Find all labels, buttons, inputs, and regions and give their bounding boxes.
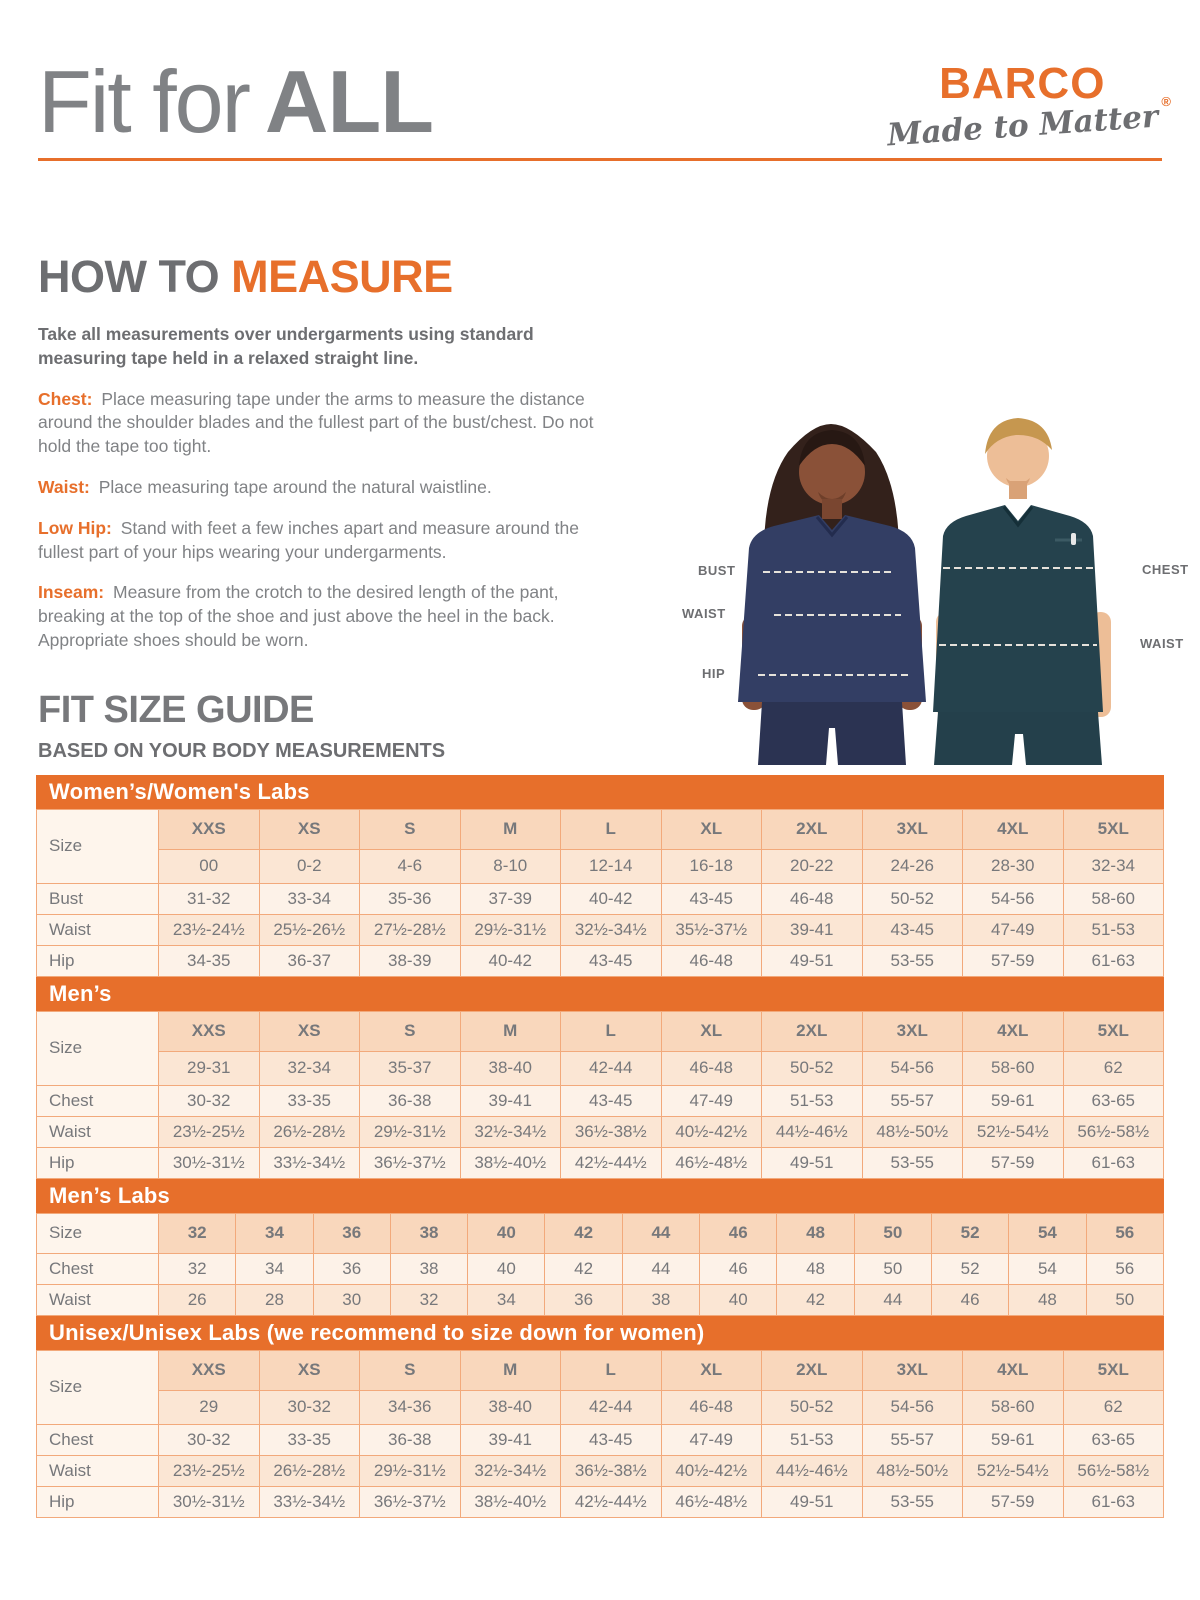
measurement-value-cell: 33-35: [259, 1085, 360, 1116]
size-header-cell: XS: [259, 809, 360, 849]
measurement-value-cell: 42½-44½: [561, 1147, 662, 1178]
table-section-banner: Men’s Labs: [36, 1179, 1164, 1213]
measurement-value-cell: 63-65: [1063, 1085, 1164, 1116]
registered-mark: ®: [1161, 94, 1172, 109]
measurement-value-cell: 26½-28½: [259, 1455, 360, 1486]
size-header-cell: 5XL: [1063, 809, 1164, 849]
measure-item: [38, 388, 628, 459]
measurement-row-label: Waist: [37, 1455, 159, 1486]
measure-item: [38, 517, 628, 565]
measurement-value-cell: 23½-25½: [159, 1455, 260, 1486]
size-header-cell: 32: [159, 1213, 236, 1253]
measurement-value-cell: 43-45: [561, 945, 662, 976]
size-number-cell: 50-52: [762, 1390, 863, 1424]
measurement-row-label: Hip: [37, 1486, 159, 1517]
measurement-value-cell: 40½-42½: [661, 1116, 762, 1147]
size-header-cell: 3XL: [862, 1350, 963, 1390]
measurement-row: [37, 1085, 1164, 1116]
measurement-row-label: Hip: [37, 945, 159, 976]
measure-intro: Take all measurements over undergarments using standard measuring tape held in a relaxed straight line.: [38, 324, 534, 368]
measurement-value-cell: 40-42: [460, 945, 561, 976]
measurement-value-cell: 39-41: [762, 914, 863, 945]
measurement-value-cell: 40-42: [561, 883, 662, 914]
measure-item-label: Inseam:: [38, 582, 105, 603]
measurement-value-cell: 36½-38½: [561, 1455, 662, 1486]
measurement-value-cell: 29½-31½: [360, 1455, 461, 1486]
measurement-value-cell: 52½-54½: [963, 1455, 1064, 1486]
size-header-cell: 50: [854, 1213, 931, 1253]
size-number-cell: 62: [1063, 1390, 1164, 1424]
measurement-value-cell: 28: [236, 1284, 313, 1315]
measurement-value-cell: 34: [236, 1253, 313, 1284]
size-header-cell: M: [460, 1350, 561, 1390]
brand-tagline: Made to Matter: [885, 98, 1159, 154]
measurement-row: [37, 1253, 1164, 1284]
measurement-value-cell: 32½-34½: [460, 1455, 561, 1486]
measurement-value-cell: 61-63: [1063, 1486, 1164, 1517]
measurement-row: [37, 1486, 1164, 1517]
size-number-cell: 50-52: [762, 1051, 863, 1085]
measurement-row: [37, 1284, 1164, 1315]
measurement-value-cell: 38-39: [360, 945, 461, 976]
size-header-cell: L: [561, 809, 662, 849]
measurement-value-cell: 38½-40½: [460, 1147, 561, 1178]
measurement-value-cell: 38: [622, 1284, 699, 1315]
size-header-row: [37, 1011, 1164, 1051]
size-header-cell: S: [360, 1350, 461, 1390]
measurement-value-cell: 30-32: [159, 1085, 260, 1116]
measurement-value-cell: 27½-28½: [360, 914, 461, 945]
measurement-value-cell: 42½-44½: [561, 1486, 662, 1517]
size-header-cell: 42: [545, 1213, 622, 1253]
size-table: [36, 1213, 1164, 1316]
size-table-block: [36, 775, 1164, 977]
size-header-cell: S: [360, 809, 461, 849]
measurement-value-cell: 49-51: [762, 1486, 863, 1517]
size-number-cell: 28-30: [963, 849, 1064, 883]
measurement-row-label: Waist: [37, 1284, 159, 1315]
measurement-value-cell: 29½-31½: [360, 1116, 461, 1147]
table-section-banner: Unisex/Unisex Labs (we recommend to size down for women): [36, 1316, 1164, 1350]
size-header-cell: XL: [661, 1011, 762, 1051]
size-number-cell: 58-60: [963, 1390, 1064, 1424]
measurement-value-cell: 26: [159, 1284, 236, 1315]
measurement-value-cell: 54: [1009, 1253, 1086, 1284]
measurement-row-label: Chest: [37, 1085, 159, 1116]
size-header-cell: XL: [661, 1350, 762, 1390]
measurement-value-cell: 37-39: [460, 883, 561, 914]
measurement-value-cell: 46-48: [661, 945, 762, 976]
size-table: [36, 1011, 1164, 1179]
page-title-bold: ALL: [264, 52, 433, 151]
size-header-cell: 48: [777, 1213, 854, 1253]
how-to-measure-heading: HOW TO MEASURE: [38, 251, 453, 302]
measurement-row-label: Waist: [37, 914, 159, 945]
size-number-cell: 58-60: [963, 1051, 1064, 1085]
size-header-cell: 38: [390, 1213, 467, 1253]
fit-size-guide-heading: FIT SIZE GUIDE: [38, 688, 314, 731]
measurement-value-cell: 33½-34½: [259, 1147, 360, 1178]
measurement-value-cell: 51-53: [1063, 914, 1164, 945]
fit-size-guide-subheading: BASED ON YOUR BODY MEASUREMENTS: [38, 739, 446, 762]
measurement-row: [37, 883, 1164, 914]
size-header-cell: S: [360, 1011, 461, 1051]
measurement-row-label: Hip: [37, 1147, 159, 1178]
size-header-cell: M: [460, 1011, 561, 1051]
measurement-value-cell: 36-38: [360, 1424, 461, 1455]
measurement-value-cell: 56½-58½: [1063, 1116, 1164, 1147]
size-number-cell: 35-37: [360, 1051, 461, 1085]
header-divider: [38, 158, 1162, 161]
measurement-value-cell: 43-45: [561, 1424, 662, 1455]
measurement-value-cell: 57-59: [963, 945, 1064, 976]
size-header-cell: 46: [700, 1213, 777, 1253]
measurement-value-cell: 32: [159, 1253, 236, 1284]
measurement-value-cell: 40: [468, 1253, 545, 1284]
measurement-value-cell: 33½-34½: [259, 1486, 360, 1517]
measurement-value-cell: 33-35: [259, 1424, 360, 1455]
measurement-value-cell: 36-38: [360, 1085, 461, 1116]
size-header-cell: 44: [622, 1213, 699, 1253]
size-number-cell: 54-56: [862, 1051, 963, 1085]
measurement-value-cell: 47-49: [661, 1424, 762, 1455]
measure-item-text: Place measuring tape under the arms to measure the distance around the shoulder blades and the fullest part of the bust/chest. Do not hold the tape too tight.: [38, 388, 594, 457]
size-number-cell: 54-56: [862, 1390, 963, 1424]
measurement-value-cell: 48½-50½: [862, 1455, 963, 1486]
measurement-value-cell: 56½-58½: [1063, 1455, 1164, 1486]
measurement-value-cell: 61-63: [1063, 1147, 1164, 1178]
measurement-row: [37, 945, 1164, 976]
size-header-row: [37, 1213, 1164, 1253]
size-number-cell: 46-48: [661, 1390, 762, 1424]
size-number-cell: 8-10: [460, 849, 561, 883]
measurement-value-cell: 54-56: [963, 883, 1064, 914]
size-header-cell: XXS: [159, 1011, 260, 1051]
size-tables: [36, 775, 1164, 1518]
measurement-value-cell: 32½-34½: [460, 1116, 561, 1147]
size-header-cell: XXS: [159, 1350, 260, 1390]
size-header-cell: L: [561, 1350, 662, 1390]
measurement-value-cell: 46: [700, 1253, 777, 1284]
size-number-cell: 38-40: [460, 1051, 561, 1085]
measurement-value-cell: 50: [1086, 1284, 1163, 1315]
measurement-value-cell: 49-51: [762, 1147, 863, 1178]
measurement-value-cell: 51-53: [762, 1085, 863, 1116]
measurement-row-label: Chest: [37, 1253, 159, 1284]
measure-item-text: Measure from the crotch to the desired length of the pant, breaking at the top of the shoe and just above the heel in the back. Appropriate shoes should be worn.: [38, 582, 559, 650]
waist-label-right: WAIST: [1140, 636, 1184, 651]
fit-size-guide-section: [0, 689, 1200, 1518]
size-header-cell: 56: [1086, 1213, 1163, 1253]
measurement-value-cell: 36: [545, 1284, 622, 1315]
measurement-value-cell: 53-55: [862, 945, 963, 976]
measurement-value-cell: 25½-26½: [259, 914, 360, 945]
measurement-row: [37, 1116, 1164, 1147]
size-header-cell: 34: [236, 1213, 313, 1253]
size-header-cell: XL: [661, 809, 762, 849]
size-header-cell: 3XL: [862, 809, 963, 849]
size-header-cell: XS: [259, 1350, 360, 1390]
measurement-value-cell: 36½-38½: [561, 1116, 662, 1147]
measurement-value-cell: 57-59: [963, 1147, 1064, 1178]
measurement-value-cell: 44: [854, 1284, 931, 1315]
measure-item-label: Low Hip:: [38, 517, 112, 538]
measurement-value-cell: 43-45: [561, 1085, 662, 1116]
measurement-value-cell: 53-55: [862, 1147, 963, 1178]
size-header-row: [37, 809, 1164, 849]
measurement-value-cell: 38: [390, 1253, 467, 1284]
measurement-value-cell: 42: [777, 1284, 854, 1315]
measurement-value-cell: 52½-54½: [963, 1116, 1064, 1147]
size-number-cell: 4-6: [360, 849, 461, 883]
measurement-value-cell: 33-34: [259, 883, 360, 914]
measurement-value-cell: 61-63: [1063, 945, 1164, 976]
measurement-value-cell: 39-41: [460, 1085, 561, 1116]
measure-item-text: Stand with feet a few inches apart and measure around the fullest part of your hips wearing your undergarments.: [38, 517, 579, 562]
waist-label-left: WAIST: [682, 606, 726, 621]
measurement-value-cell: 48½-50½: [862, 1116, 963, 1147]
size-header-cell: 4XL: [963, 809, 1064, 849]
measurement-value-cell: 30½-31½: [159, 1486, 260, 1517]
size-table: [36, 809, 1164, 977]
measurement-value-cell: 59-61: [963, 1424, 1064, 1455]
brand-name: BARCO ®: [939, 59, 1172, 109]
size-header-cell: 4XL: [963, 1011, 1064, 1051]
size-number-cell: 00: [159, 849, 260, 883]
measurement-value-cell: 46: [931, 1284, 1008, 1315]
measurement-row: [37, 1147, 1164, 1178]
table-section-banner: Men’s: [36, 977, 1164, 1011]
measurement-value-cell: 31-32: [159, 883, 260, 914]
size-number-cell: 29: [159, 1390, 260, 1424]
size-label-cell: Size: [37, 809, 159, 883]
size-header-cell: XXS: [159, 809, 260, 849]
measurement-row-label: Bust: [37, 883, 159, 914]
size-number-cell: 42-44: [561, 1390, 662, 1424]
size-table-block: [36, 1179, 1164, 1316]
measurement-value-cell: 46-48: [762, 883, 863, 914]
measurement-row: [37, 1455, 1164, 1486]
heading-accent: MEASURE: [231, 251, 453, 302]
size-table-block: [36, 977, 1164, 1179]
size-header-cell: 40: [468, 1213, 545, 1253]
measurement-value-cell: 43-45: [661, 883, 762, 914]
measurement-value-cell: 58-60: [1063, 883, 1164, 914]
bust-label: BUST: [698, 563, 736, 578]
size-number-cell: 12-14: [561, 849, 662, 883]
size-number-cell: 29-31: [159, 1051, 260, 1085]
brand-logo: [885, 59, 1172, 154]
measurement-value-cell: 56: [1086, 1253, 1163, 1284]
measurement-value-cell: 30: [313, 1284, 390, 1315]
size-number-cell: 46-48: [661, 1051, 762, 1085]
size-table: [36, 1350, 1164, 1518]
size-header-cell: L: [561, 1011, 662, 1051]
measurement-value-cell: 39-41: [460, 1424, 561, 1455]
size-number-cell: 38-40: [460, 1390, 561, 1424]
size-numbers-row: [37, 1051, 1164, 1085]
measurement-value-cell: 35½-37½: [661, 914, 762, 945]
size-label-cell: Size: [37, 1213, 159, 1253]
measurement-value-cell: 47-49: [661, 1085, 762, 1116]
size-number-cell: 30-32: [259, 1390, 360, 1424]
measure-item: [38, 581, 628, 652]
measurement-row-label: Chest: [37, 1424, 159, 1455]
size-header-cell: 5XL: [1063, 1011, 1164, 1051]
measurement-value-cell: 32½-34½: [561, 914, 662, 945]
hip-label: HIP: [702, 666, 726, 681]
measurement-value-cell: 59-61: [963, 1085, 1064, 1116]
measurement-value-cell: 23½-24½: [159, 914, 260, 945]
size-header-row: [37, 1350, 1164, 1390]
size-number-cell: 32-34: [259, 1051, 360, 1085]
measurement-value-cell: 44½-46½: [762, 1116, 863, 1147]
measurement-value-cell: 46½-48½: [661, 1486, 762, 1517]
measurement-row-label: Waist: [37, 1116, 159, 1147]
measurement-value-cell: 36½-37½: [360, 1486, 461, 1517]
measurement-value-cell: 52: [931, 1253, 1008, 1284]
table-section-banner: Women’s/Women's Labs: [36, 775, 1164, 809]
measure-item: [38, 476, 628, 500]
measure-item-text: Place measuring tape around the natural waistline.: [93, 476, 492, 497]
measurement-value-cell: 34-35: [159, 945, 260, 976]
measurement-value-cell: 35-36: [360, 883, 461, 914]
size-number-cell: 62: [1063, 1051, 1164, 1085]
measurement-row: [37, 914, 1164, 945]
measurement-value-cell: 34: [468, 1284, 545, 1315]
measurement-value-cell: 51-53: [762, 1424, 863, 1455]
measurement-value-cell: 30½-31½: [159, 1147, 260, 1178]
size-number-cell: 24-26: [862, 849, 963, 883]
measure-item-label: Chest:: [38, 388, 93, 409]
size-header-cell: 4XL: [963, 1350, 1064, 1390]
measurement-value-cell: 30-32: [159, 1424, 260, 1455]
measurement-value-cell: 40: [700, 1284, 777, 1315]
measurement-value-cell: 38½-40½: [460, 1486, 561, 1517]
measurement-value-cell: 53-55: [862, 1486, 963, 1517]
measurement-value-cell: 63-65: [1063, 1424, 1164, 1455]
measurement-value-cell: 42: [545, 1253, 622, 1284]
size-label-cell: Size: [37, 1350, 159, 1424]
page-header: [0, 0, 1200, 163]
size-number-cell: 20-22: [762, 849, 863, 883]
size-number-cell: 34-36: [360, 1390, 461, 1424]
size-number-cell: 16-18: [661, 849, 762, 883]
size-header-cell: XS: [259, 1011, 360, 1051]
measurement-value-cell: 50-52: [862, 883, 963, 914]
size-header-cell: 52: [931, 1213, 1008, 1253]
size-number-cell: 0-2: [259, 849, 360, 883]
measurement-value-cell: 49-51: [762, 945, 863, 976]
measurement-value-cell: 48: [777, 1253, 854, 1284]
measurement-value-cell: 23½-25½: [159, 1116, 260, 1147]
measurement-value-cell: 36½-37½: [360, 1147, 461, 1178]
size-header-cell: 2XL: [762, 809, 863, 849]
measurement-value-cell: 44½-46½: [762, 1455, 863, 1486]
measurement-value-cell: 48: [1009, 1284, 1086, 1315]
size-header-cell: 5XL: [1063, 1350, 1164, 1390]
chest-label: CHEST: [1142, 562, 1189, 577]
measurement-value-cell: 57-59: [963, 1486, 1064, 1517]
measurement-value-cell: 29½-31½: [460, 914, 561, 945]
measurement-row: [37, 1424, 1164, 1455]
size-numbers-row: [37, 849, 1164, 883]
page-title-regular: Fit for: [38, 52, 249, 151]
measurement-value-cell: 26½-28½: [259, 1116, 360, 1147]
measurement-value-cell: 46½-48½: [661, 1147, 762, 1178]
size-numbers-row: [37, 1390, 1164, 1424]
measurement-value-cell: 32: [390, 1284, 467, 1315]
size-number-cell: 42-44: [561, 1051, 662, 1085]
measurement-value-cell: 43-45: [862, 914, 963, 945]
size-header-cell: 36: [313, 1213, 390, 1253]
size-header-cell: 2XL: [762, 1350, 863, 1390]
measure-item-label: Waist:: [38, 476, 90, 497]
size-label-cell: Size: [37, 1011, 159, 1085]
size-header-cell: 3XL: [862, 1011, 963, 1051]
measurement-value-cell: 47-49: [963, 914, 1064, 945]
size-header-cell: 2XL: [762, 1011, 863, 1051]
measurement-value-cell: 40½-42½: [661, 1455, 762, 1486]
measurement-value-cell: 55-57: [862, 1085, 963, 1116]
measurement-value-cell: 36: [313, 1253, 390, 1284]
measurement-value-cell: 55-57: [862, 1424, 963, 1455]
size-header-cell: M: [460, 809, 561, 849]
measurement-value-cell: 36-37: [259, 945, 360, 976]
size-table-block: [36, 1316, 1164, 1518]
size-number-cell: 32-34: [1063, 849, 1164, 883]
measurement-value-cell: 50: [854, 1253, 931, 1284]
measurement-value-cell: 44: [622, 1253, 699, 1284]
size-header-cell: 54: [1009, 1213, 1086, 1253]
